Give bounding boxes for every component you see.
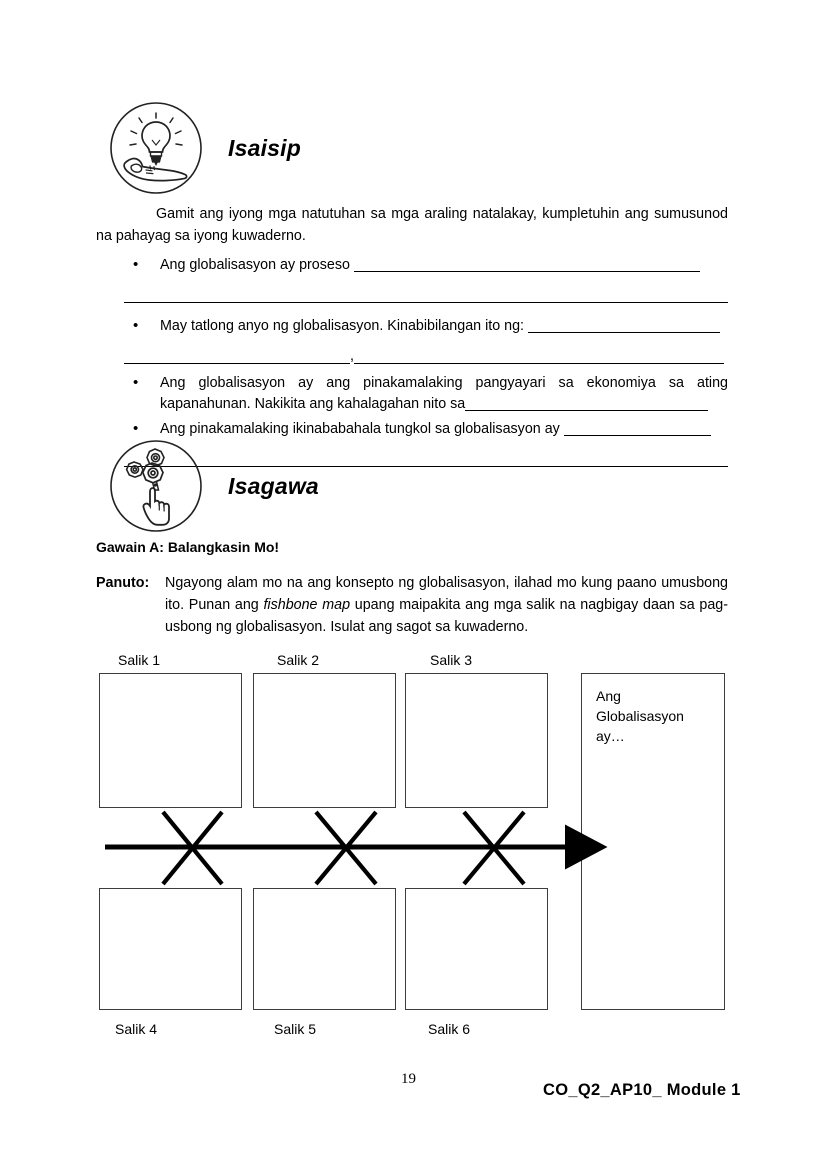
fishbone-box-salik-3[interactable] [405,673,548,808]
fill-in-blank-segment-a[interactable] [124,348,350,364]
lightbulb-in-hand-icon [108,100,204,196]
bullet-text: Ang globalisasyon ay proseso [160,257,350,273]
isaisip-bullet-list [124,255,728,467]
fishbone-label-salik-4: Salik 4 [115,1021,158,1037]
fishbone-label-salik-1: Salik 1 [118,652,161,668]
fishbone-result-box[interactable] [581,673,725,1010]
page-number: 19 [401,1071,416,1087]
fishbone-label-salik-5: Salik 5 [274,1021,317,1037]
fishbone-box-salik-6[interactable] [405,888,548,1010]
list-item [124,373,728,415]
result-line-2: Globalisasyon [596,708,684,724]
fill-in-blank-segment-b[interactable] [354,348,724,364]
fishbone-bone-3-bottom [464,812,524,884]
fill-in-blank-continuation [124,346,728,363]
fishbone-label-salik-2: Salik 2 [277,652,320,668]
fishbone-bone-1-bottom [163,812,222,884]
fishbone-box-salik-1[interactable] [99,673,242,808]
fishbone-box-salik-2[interactable] [253,673,396,808]
result-line-3: ay… [596,728,625,744]
fishbone-box-salik-4[interactable] [99,888,242,1010]
section-title-isaisip: Isaisip [228,134,301,161]
fill-in-blank[interactable] [354,258,700,272]
panuto-label: Panuto: [96,575,150,591]
fishbone-label-salik-3: Salik 3 [430,652,473,668]
fishbone-label-salik-6: Salik 6 [428,1021,471,1037]
section-header-isaisip [108,100,301,196]
fill-in-blank[interactable] [465,397,708,411]
fishbone-bone-1-top [163,812,222,884]
section-header-isagawa [108,438,319,534]
footer-module-code: CO_Q2_AP10_ Module 1 [543,1081,741,1099]
panuto-text [165,572,728,638]
bullet-text: Ang pinakamalaking ikinababahala tungkol sa globalisasyon ay [160,421,560,437]
panuto-text-part2: upang maipakita ang mga salik na nagbigay daan sa pag-usbong ng globalisasyon. Isulat ang sagot sa kuwaderno. [165,597,728,635]
list-item [124,316,728,363]
hand-with-gears-icon [108,438,204,534]
panuto-text-italic: fishbone map [263,597,351,613]
result-line-1: Ang [596,688,621,704]
bullet-text: Ang globalisasyon ay ang pinakamalaking pangyayari sa ekonomiya sa ating kapanahunan. Nakikita ang kahalagahan nito sa [160,375,728,412]
fill-in-blank-continuation[interactable] [124,285,728,303]
gawain-title: Gawain A: Balangkasin Mo! [96,539,280,555]
panuto-text-part1: Ngayong alam mo na ang konsepto ng globalisasyon, ilahad mo kung paano umusbong ito. Punan ang [165,575,728,613]
fill-in-blank[interactable] [564,422,711,436]
list-item [124,255,728,303]
section-title-isagawa: Isagawa [228,472,319,499]
blank-separator: , [350,348,354,364]
isaisip-intro [96,203,728,247]
fishbone-bone-3-top [464,812,524,884]
bullet-text: May tatlong anyo ng globalisasyon. Kinabibilangan ito ng: [160,318,525,334]
fill-in-blank[interactable] [528,319,720,333]
panuto-block [96,572,728,638]
isaisip-intro-text: Gamit ang iyong mga natutuhan sa mga araling natalakay, kumpletuhin ang sumusunod na pahayag sa iyong kuwaderno. [96,206,728,244]
fishbone-bone-2-bottom [316,812,376,884]
fishbone-bone-2-top [316,812,376,884]
fishbone-box-salik-5[interactable] [253,888,396,1010]
